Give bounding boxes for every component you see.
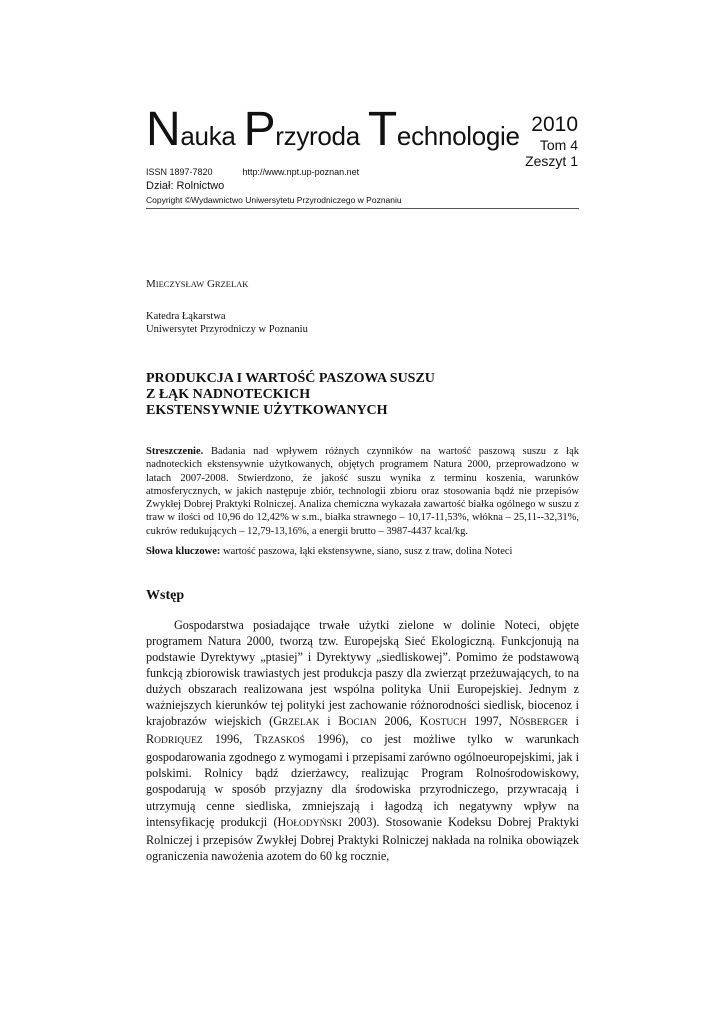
copyright: Copyright ©Wydawnictwo Uniwersytetu Przyrodniczego w Poznaniu — [146, 195, 402, 205]
keywords-label: Słowa kluczowe: — [146, 546, 221, 557]
body-paragraph: Gospodarstwa posiadające trwałe użytki zielone w dolinie Noteci, objęte programem Natura 2000, tworzą tzw. Europejską Sieć Ekologiczną. Funkcjonują na podstawie Dyrektywy „ptasiej” i Dyrektywy „siedliskowej”. Pomimo że podstawową funkcją zbiorowisk trawiastych jest produkcja paszy dla zwierząt przeżuwających, to na dużych obszarach realizowana jest wspólna polityka Unii Europejskiej. Jednym z ważniejszych kierunków tej polityki jest zachowanie różnorodności siedlisk, biocenoz i krajobrazów wiejskich (GRZELAK i BOCIAN 2006, KOSTUCH 1997, NÖSBERGER i RODRIQUEZ 1996, TRZASKOŚ 1996), co jest możliwe tylko w warunkach gospodarowania zgodnego z wymogami i przepisami zarówno ogólnoeuropejskimi, jak i polskimi. Rolnicy bądź dzierżawcy, realizując Program Rolnośrodowiskowy, gospodarują w sposób przyjazny dla środowiska przyrodniczego, przywracają i utrzymują cenne siedliska, zmniejszają i łagodzą ich negatywny wpływ na intensyfikację produkcji (HOŁODYŃSKI 2003). Stosowanie Kodeksu Dobrej Praktyki Rolniczej i przepisów Zwykłej Dobrej Praktyki Rolniczej nakłada na rolnika obowiązek ograniczenia nawożenia azotem do 60 kg rocznie, — [146, 618, 580, 863]
journal-section: Dział: Rolnictwo — [146, 180, 225, 192]
keywords-text: wartość paszowa, łąki ekstensywne, siano, susz z traw, dolina Noteci — [220, 546, 513, 557]
abstract-label: Streszczenie. — [146, 446, 204, 457]
issn-line — [146, 167, 359, 177]
journal-issue-info — [525, 113, 578, 169]
journal-url[interactable]: http://www.npt.up-poznan.net — [242, 167, 360, 177]
affiliation-university: Uniwersytet Przyrodniczy w Poznaniu — [146, 324, 308, 335]
affiliation-dept: Katedra Łąkarstwa — [146, 311, 226, 322]
section-heading: Wstęp — [146, 588, 185, 603]
journal-year: 2010 — [531, 113, 578, 136]
article-title: PRODUKCJA I WARTOŚĆ PASZOWA SUSZU Z ŁĄK NADNOTECKICH EKSTENSYWNIE UŻYTKOWANYCH — [146, 371, 435, 418]
abstract-text: Badania nad wpływem różnych czynników na wartość paszową suszu z łąk nadnoteckich ekstensywnie użytkowanych, objętych programem Natura 2000, przeprowadzono w latach 2007-2008. Stwierdzono, że jakość suszu wynika z terminu koszenia, warunków atmosferycznych, w jakich następuje zbiór, technologii zbioru oraz stosowania bądź nie przepisów Zwykłej Dobrej Praktyki Rolniczej. Analiza chemiczna wykazała zawartość białka ogólnego w suszu z traw w ilości od 10,96 do 12,42% w s.m., białka strawnego – 10,17-11,53%, włókna – 25,11--32,31%, cukrów redukujących – 12,79-13,16%, a energii brutto – 3987-4437 kcal/kg. — [146, 446, 579, 537]
author-name: MIECZYSŁAW GRZELAK — [146, 278, 249, 290]
keywords — [146, 545, 579, 558]
journal-issue: Zeszyt 1 — [525, 153, 578, 169]
journal-volume: Tom 4 — [539, 137, 578, 153]
author-affiliation — [146, 310, 308, 336]
issn: ISSN 1897-7820 — [146, 167, 213, 177]
journal-title: Nauka Przyroda Technologie — [146, 103, 520, 156]
header-rule — [146, 208, 579, 209]
abstract — [146, 445, 579, 538]
